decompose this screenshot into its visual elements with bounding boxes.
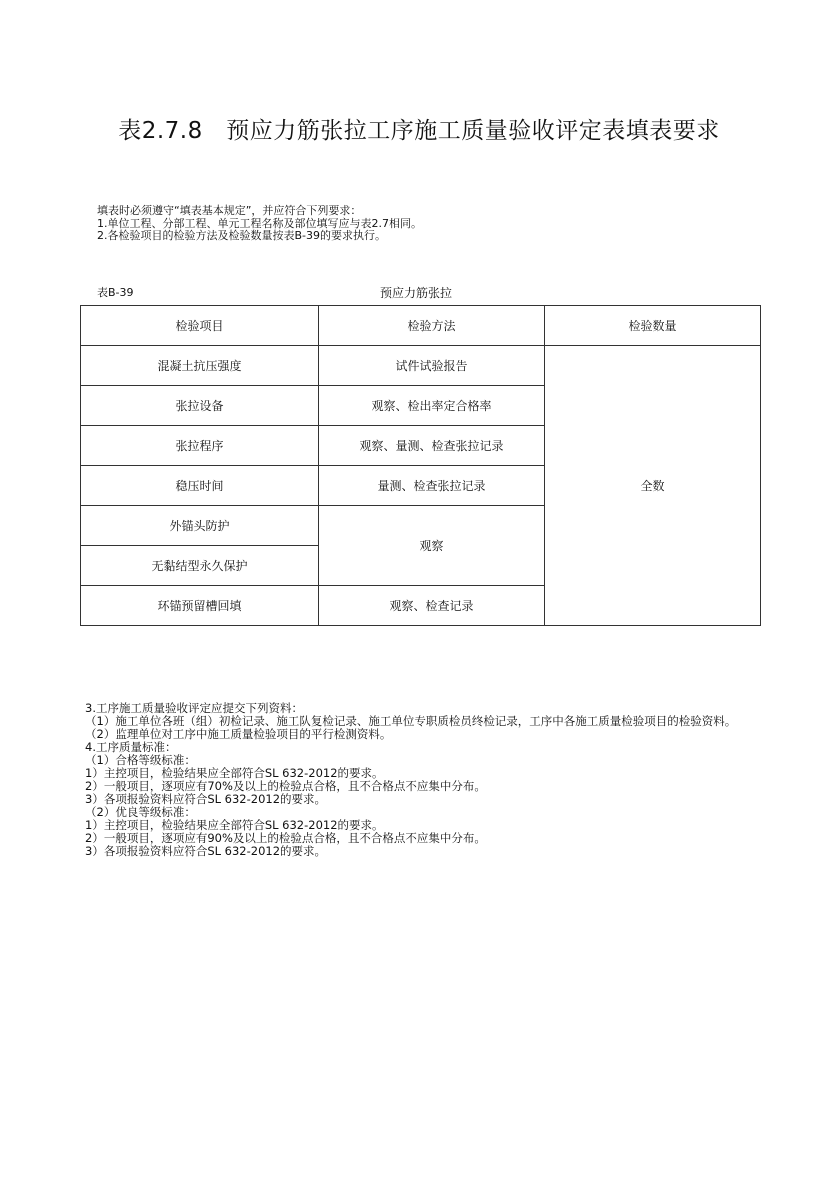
header-quantity: 检验数量 bbox=[545, 306, 761, 346]
requirement-line: 2）一般项目，逐项应有90%及以上的检验点合格，且不合格点不应集中分布。 bbox=[85, 831, 486, 845]
cell-item: 无黏结型永久保护 bbox=[81, 546, 319, 586]
requirement-line: 4.工序质量标准： bbox=[85, 740, 177, 754]
cell-item: 张拉程序 bbox=[81, 426, 319, 466]
requirement-line: （2）监理单位对工序中施工质量检验项目的平行检测资料。 bbox=[85, 727, 392, 741]
requirement-line: （1）合格等级标准： bbox=[85, 753, 196, 767]
requirement-line: 3.工序施工质量验收评定应提交下列资料： bbox=[85, 701, 303, 715]
requirement-line: 1）主控项目，检验结果应全部符合SL 632-2012的要求。 bbox=[85, 766, 384, 780]
intro-line: 填表时必须遵守“填表基本规定”，并应符合下列要求： bbox=[97, 204, 362, 217]
requirement-line: （2）优良等级标准： bbox=[85, 805, 196, 819]
requirement-line: 1）主控项目，检验结果应全部符合SL 632-2012的要求。 bbox=[85, 818, 384, 832]
cell-item: 稳压时间 bbox=[81, 466, 319, 506]
requirement-line: （1）施工单位各班（组）初检记录、施工队复检记录、施工单位专职质检员终检记录，工序中各施工质量检验项目的检验资料。 bbox=[85, 714, 737, 728]
intro-line: 1.单位工程、分部工程、单元工程名称及部位填写应与表2.7相同。 bbox=[97, 216, 422, 230]
cell-method: 观察、检出率定合格率 bbox=[319, 386, 545, 426]
cell-method: 观察、量测、检查张拉记录 bbox=[319, 426, 545, 466]
cell-method: 试件试验报告 bbox=[319, 346, 545, 386]
requirements-block bbox=[85, 702, 755, 858]
table-row bbox=[81, 346, 761, 386]
cell-method: 量测、检查张拉记录 bbox=[319, 466, 545, 506]
inspection-table bbox=[80, 305, 761, 626]
cell-item: 混凝土抗压强度 bbox=[81, 346, 319, 386]
requirement-line: 3）各项报验资料应符合SL 632-2012的要求。 bbox=[85, 792, 327, 806]
table-code: 表B-39 bbox=[97, 286, 134, 299]
requirement-line: 3）各项报验资料应符合SL 632-2012的要求。 bbox=[85, 844, 327, 858]
cell-method: 观察 bbox=[319, 506, 545, 586]
table-header-row bbox=[81, 306, 761, 346]
intro-block bbox=[97, 205, 422, 243]
cell-item: 外锚头防护 bbox=[81, 506, 319, 546]
header-item: 检验项目 bbox=[81, 306, 319, 346]
page-title: 表2.7.8 预应力筋张拉工序施工质量验收评定表填表要求 bbox=[118, 118, 720, 144]
cell-quantity: 全数 bbox=[545, 346, 761, 626]
intro-line: 2.各检验项目的检验方法及检验数量按表B-39的要求执行。 bbox=[97, 229, 387, 242]
table-caption: 预应力筋张拉 bbox=[380, 286, 453, 300]
header-method: 检验方法 bbox=[319, 306, 545, 346]
cell-item: 环锚预留槽回填 bbox=[81, 586, 319, 626]
cell-method: 观察、检查记录 bbox=[319, 586, 545, 626]
cell-item: 张拉设备 bbox=[81, 386, 319, 426]
requirement-line: 2）一般项目，逐项应有70%及以上的检验点合格，且不合格点不应集中分布。 bbox=[85, 779, 486, 793]
